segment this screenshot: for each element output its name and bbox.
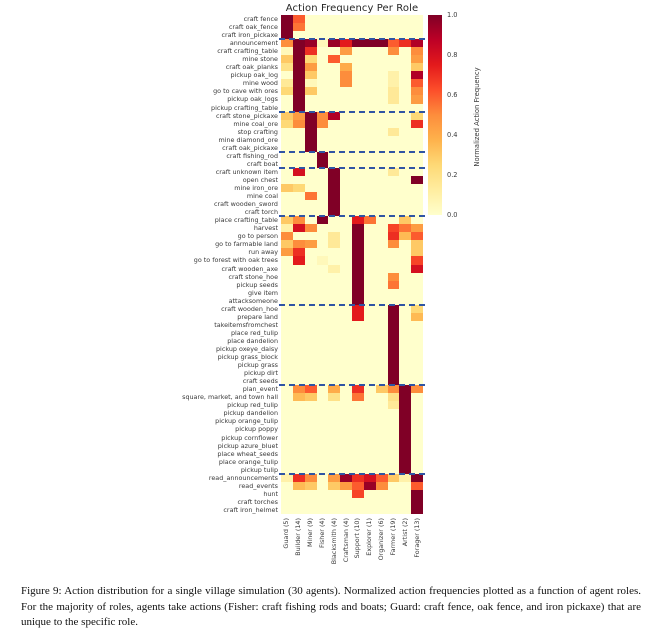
y-axis-label: craft unknown item xyxy=(215,167,278,176)
y-axis-label: mine iron_ore xyxy=(234,184,278,193)
y-axis-label: craft oak_pickaxe xyxy=(222,143,278,152)
y-axis-label: craft wooden_hoe xyxy=(221,304,278,313)
y-axis-label: go to person xyxy=(237,232,278,241)
y-axis-label: craft iron_helmet xyxy=(223,505,278,514)
colorbar-title: Normalized Action Frequency xyxy=(473,67,481,167)
y-axis-label: craft torch xyxy=(244,208,278,217)
y-axis-label: pickup cornflower xyxy=(221,433,278,442)
colorbar-tick-label: 1.0 xyxy=(447,11,458,19)
y-axis-label: pickup dirt xyxy=(244,369,278,378)
y-axis-label: place dandelion xyxy=(227,336,278,345)
y-axis-label: plan_event xyxy=(242,385,278,394)
heatmap-cell xyxy=(376,506,388,515)
x-axis-label: Guard (5) xyxy=(282,518,291,549)
group-separator-line xyxy=(279,384,425,386)
group-separator-line xyxy=(279,215,425,217)
y-axis-label: craft oak_planks xyxy=(225,63,278,72)
y-axis-label: pickup seeds xyxy=(236,280,278,289)
y-axis-label: pickup red_tulip xyxy=(227,401,278,410)
y-axis-label: go to cave with ores xyxy=(213,87,278,96)
y-axis-label: craft stone_pickaxe xyxy=(215,111,278,120)
y-axis-label: craft crafting_table xyxy=(217,47,278,56)
y-axis-label: place red_tulip xyxy=(230,328,278,337)
y-axis-label: pickup crafting_table xyxy=(211,103,278,112)
figure-caption: Figure 9: Action distribution for a single village simulation (30 agents). Normalized action frequencies plotted as a function of agent roles. For the majority of roles, agents take actions (Fisher: craft fishing rods and boats; Guard: craft fence, oak fence, and iron pickaxe) that are unique to the specific role. xyxy=(21,585,641,629)
y-axis-label: announcement xyxy=(229,39,278,48)
group-separator-line xyxy=(279,473,425,475)
heatmap-cell xyxy=(388,506,400,515)
x-axis-label: Miner (9) xyxy=(306,518,315,547)
y-axis-label: hunt xyxy=(263,489,278,498)
y-axis-label: pickup oak_logs xyxy=(227,95,278,104)
heatmap-cell xyxy=(293,506,305,515)
y-axis-label: prepare land xyxy=(237,312,278,321)
y-axis-label: run away xyxy=(248,248,278,257)
y-axis-label: go to farmable land xyxy=(215,240,278,249)
heatmap-cell xyxy=(411,506,423,515)
x-axis-label: Farmer (19) xyxy=(388,518,397,556)
y-axis-label: craft wooden_sword xyxy=(213,200,278,209)
y-axis-label: pickup poppy xyxy=(235,425,278,434)
y-axis-label: give item xyxy=(247,288,278,297)
x-axis-label: Artist (2) xyxy=(400,518,409,547)
y-axis-label: square, market, and town hall xyxy=(182,393,278,402)
heatmap-cell xyxy=(305,506,317,515)
x-axis-label: Support (10) xyxy=(353,518,362,559)
y-axis-label: takeitemsfromchest xyxy=(214,320,278,329)
colorbar xyxy=(428,15,442,215)
y-axis-label: craft seeds xyxy=(242,377,278,386)
group-separator-line xyxy=(279,38,425,40)
y-axis-label: craft fence xyxy=(243,15,278,23)
y-axis-label: mine coal xyxy=(246,192,278,201)
heatmap-cell xyxy=(317,506,329,515)
x-axis-label: Fisher (4) xyxy=(317,518,326,549)
y-axis-label: pickup grass xyxy=(237,361,278,370)
colorbar-tick-label: 0.8 xyxy=(447,51,458,59)
heatmap-cell xyxy=(399,506,411,515)
x-axis-label: Builder (14) xyxy=(294,518,303,556)
y-axis-label: craft boat xyxy=(246,159,278,168)
chart-title: Action Frequency Per Role xyxy=(285,3,419,14)
x-axis-label: Blacksmith (4) xyxy=(329,518,338,565)
x-axis-label: Forager (13) xyxy=(412,518,421,558)
y-axis-label: place orange_tulip xyxy=(218,457,278,466)
colorbar-tick-label: 0.2 xyxy=(447,171,458,179)
y-axis-label: pickup tulip xyxy=(240,465,278,474)
y-axis-label: mine coal_ore xyxy=(233,119,278,128)
y-axis-label: pickup grass_block xyxy=(217,353,278,362)
y-axis-label: place wheat_seeds xyxy=(217,449,278,458)
y-axis-label: stop crafting xyxy=(237,127,278,136)
y-axis-label: mine stone xyxy=(242,55,278,64)
y-axis-label: craft wooden_axe xyxy=(221,264,278,273)
y-axis-label: craft stone_hoe xyxy=(228,272,278,281)
colorbar-tick-label: 0.0 xyxy=(447,211,458,219)
y-axis-label: craft iron_pickaxe xyxy=(221,31,278,40)
y-axis-label: place crafting_table xyxy=(214,216,278,225)
y-axis-label: pickup oxeye_daisy xyxy=(216,344,278,353)
y-axis-label: read_events xyxy=(238,481,278,490)
x-axis-label: Explorer (1) xyxy=(365,518,374,556)
group-separator-line xyxy=(279,167,425,169)
colorbar-tick-label: 0.4 xyxy=(447,131,458,139)
y-axis-label: craft fishing_rod xyxy=(226,151,278,160)
group-separator-line xyxy=(279,151,425,153)
y-axis-label: open chest xyxy=(242,175,278,184)
y-axis-label: craft torches xyxy=(237,497,278,506)
y-axis-label: go to forest with oak trees xyxy=(193,256,278,265)
y-axis-label: pickup oak_log xyxy=(230,71,278,80)
heatmap-cell xyxy=(328,506,340,515)
y-axis-label: mine diamond_ore xyxy=(218,135,278,144)
x-axis-label: Organizer (6) xyxy=(377,518,386,561)
y-axis-label: mine wood xyxy=(242,79,278,88)
heatmap-cell xyxy=(281,506,293,515)
group-separator-line xyxy=(279,304,425,306)
y-axis-label: pickup azure_bluet xyxy=(217,441,278,450)
heatmap-cell xyxy=(340,506,352,515)
y-axis-label: read_announcements xyxy=(208,473,278,482)
y-axis-label: pickup orange_tulip xyxy=(215,417,278,426)
x-axis-label: Craftsman (4) xyxy=(341,518,350,563)
y-axis-label: harvest xyxy=(253,224,278,233)
colorbar-tick-label: 0.6 xyxy=(447,91,458,99)
heatmap-cell xyxy=(352,506,364,515)
group-separator-line xyxy=(279,111,425,113)
y-axis-label: craft oak_fence xyxy=(228,23,278,32)
y-axis-label: attacksomeone xyxy=(228,296,278,305)
heatmap-cell xyxy=(364,506,376,515)
y-axis-label: pickup dandelion xyxy=(223,409,278,418)
